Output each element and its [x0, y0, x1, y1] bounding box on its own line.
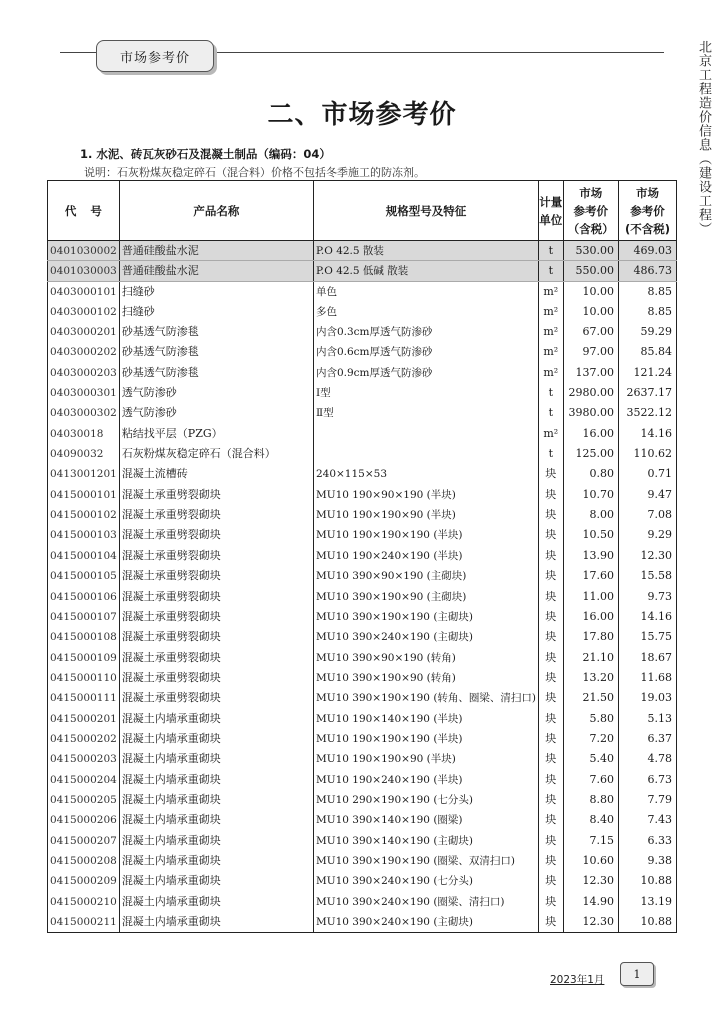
cell-unit: 块 — [539, 810, 564, 830]
cell-code: 0403000101 — [48, 281, 120, 301]
cell-price-notax: 85.84 — [618, 342, 676, 362]
cell-price-tax: 12.30 — [563, 912, 618, 932]
table-row — [48, 281, 677, 301]
cell-price-tax: 530.00 — [563, 241, 618, 261]
cell-code: 04090032 — [48, 444, 120, 464]
cell-price-notax: 4.78 — [618, 749, 676, 769]
cell-code: 0415000211 — [48, 912, 120, 932]
table-row — [48, 464, 677, 484]
cell-name: 混凝土内墙承重砌块 — [119, 708, 313, 728]
cell-price-notax: 3522.12 — [618, 403, 676, 423]
table-row — [48, 769, 677, 789]
cell-price-notax: 14.16 — [618, 607, 676, 627]
cell-price-notax: 110.62 — [618, 444, 676, 464]
cell-code: 0415000210 — [48, 892, 120, 912]
cell-price-notax: 9.29 — [618, 525, 676, 545]
cell-spec: MU10 390×190×190 (圈梁、双清扫口) — [313, 851, 538, 871]
cell-code: 0415000209 — [48, 871, 120, 891]
cell-price-notax: 6.73 — [618, 769, 676, 789]
cell-price-tax: 17.80 — [563, 627, 618, 647]
cell-code: 0403000203 — [48, 363, 120, 383]
cell-price-tax: 10.50 — [563, 525, 618, 545]
cell-unit: m² — [539, 363, 564, 383]
cell-name: 扫缝砂 — [119, 281, 313, 301]
cell-unit: 块 — [539, 830, 564, 850]
cell-name: 混凝土承重劈裂砌块 — [119, 505, 313, 525]
cell-unit: m² — [539, 342, 564, 362]
cell-code: 04030018 — [48, 424, 120, 444]
cell-spec: MU10 390×140×190 (主砌块) — [313, 830, 538, 850]
cell-code: 0415000206 — [48, 810, 120, 830]
cell-name: 混凝土内墙承重砌块 — [119, 749, 313, 769]
table-header-row — [48, 181, 677, 241]
cell-code: 0403000302 — [48, 403, 120, 423]
cell-price-notax: 7.08 — [618, 505, 676, 525]
cell-price-notax: 6.33 — [618, 830, 676, 850]
table-row — [48, 424, 677, 444]
cell-unit: 块 — [539, 464, 564, 484]
cell-spec: MU10 390×240×190 (七分头) — [313, 871, 538, 891]
cell-name: 混凝土内墙承重砌块 — [119, 810, 313, 830]
cell-unit: 块 — [539, 851, 564, 871]
table-row — [48, 444, 677, 464]
cell-unit: t — [539, 444, 564, 464]
cell-spec: MU10 390×240×190 (主砌块) — [313, 627, 538, 647]
cell-price-notax: 7.43 — [618, 810, 676, 830]
cell-code: 0415000201 — [48, 708, 120, 728]
cell-price-notax: 10.88 — [618, 912, 676, 932]
cell-price-notax: 18.67 — [618, 647, 676, 667]
cell-spec: MU10 190×240×190 (半块) — [313, 769, 538, 789]
cell-price-notax: 486.73 — [618, 261, 676, 281]
header-code: 代号 — [48, 181, 120, 241]
cell-unit: m² — [539, 322, 564, 342]
cell-code: 0403000301 — [48, 383, 120, 403]
cell-name: 砂基透气防渗毯 — [119, 322, 313, 342]
cell-price-notax: 9.47 — [618, 485, 676, 505]
cell-spec: 内含0.9cm厚透气防渗砂 — [313, 363, 538, 383]
cell-code: 0415000205 — [48, 790, 120, 810]
header-price-notax-line1: 市场 — [635, 185, 659, 200]
cell-unit: 块 — [539, 912, 564, 932]
cell-price-tax: 8.00 — [563, 505, 618, 525]
cell-unit: 块 — [539, 566, 564, 586]
cell-unit: 块 — [539, 729, 564, 749]
cell-unit: t — [539, 241, 564, 261]
cell-spec: MU10 290×190×190 (七分头) — [313, 790, 538, 810]
cell-price-tax: 8.80 — [563, 790, 618, 810]
cell-code: 0415000101 — [48, 485, 120, 505]
cell-price-notax: 15.58 — [618, 566, 676, 586]
cell-price-notax: 5.13 — [618, 708, 676, 728]
cell-unit: 块 — [539, 688, 564, 708]
cell-price-notax: 15.75 — [618, 627, 676, 647]
cell-price-tax: 16.00 — [563, 607, 618, 627]
cell-price-tax: 16.00 — [563, 424, 618, 444]
cell-name: 混凝土承重劈裂砌块 — [119, 485, 313, 505]
cell-price-notax: 8.85 — [618, 281, 676, 301]
cell-price-tax: 17.60 — [563, 566, 618, 586]
cell-spec: MU10 390×190×90 (主砌块) — [313, 586, 538, 606]
cell-price-tax: 13.90 — [563, 546, 618, 566]
cell-name: 混凝土内墙承重砌块 — [119, 892, 313, 912]
cell-code: 0415000103 — [48, 525, 120, 545]
header-price-notax — [618, 181, 676, 241]
table-row — [48, 261, 677, 281]
table-row — [48, 607, 677, 627]
cell-price-notax: 8.85 — [618, 302, 676, 322]
cell-price-tax: 2980.00 — [563, 383, 618, 403]
cell-unit: 块 — [539, 647, 564, 667]
table-row — [48, 647, 677, 667]
cell-price-notax: 2637.17 — [618, 383, 676, 403]
cell-price-tax: 0.80 — [563, 464, 618, 484]
header-price-tax-line1: 市场 — [579, 185, 603, 200]
cell-spec: MU10 390×240×190 (圈梁、清扫口) — [313, 892, 538, 912]
cell-unit: 块 — [539, 708, 564, 728]
cell-code: 0415000111 — [48, 688, 120, 708]
cell-name: 混凝土承重劈裂砌块 — [119, 607, 313, 627]
cell-spec: P.O 42.5 低碱 散装 — [313, 261, 538, 281]
cell-spec: 内含0.3cm厚透气防渗砂 — [313, 322, 538, 342]
cell-price-tax: 67.00 — [563, 322, 618, 342]
cell-name: 混凝土承重劈裂砌块 — [119, 647, 313, 667]
cell-price-notax: 12.30 — [618, 546, 676, 566]
cell-code: 0415000207 — [48, 830, 120, 850]
cell-price-notax: 6.37 — [618, 729, 676, 749]
cell-spec: MU10 190×240×190 (半块) — [313, 546, 538, 566]
header-spec: 规格型号及特征 — [313, 181, 538, 241]
cell-price-notax: 7.79 — [618, 790, 676, 810]
cell-spec: Ⅰ型 — [313, 383, 538, 403]
cell-name: 混凝土内墙承重砌块 — [119, 912, 313, 932]
cell-spec: 240×115×53 — [313, 464, 538, 484]
cell-spec: P.O 42.5 散装 — [313, 241, 538, 261]
cell-code: 0403000102 — [48, 302, 120, 322]
header-price-notax-line3: (不含税) — [624, 221, 670, 236]
table-row — [48, 830, 677, 850]
table-row — [48, 627, 677, 647]
cell-name: 混凝土承重劈裂砌块 — [119, 566, 313, 586]
cell-name: 混凝土承重劈裂砌块 — [119, 688, 313, 708]
header-unit-line1: 计量 — [539, 194, 563, 209]
section-note: 说明：石灰粉煤灰稳定碎石（混合料）价格不包括冬季施工的防冻剂。 — [84, 166, 425, 179]
cell-name: 粘结找平层（PZG） — [119, 424, 313, 444]
cell-code: 0415000203 — [48, 749, 120, 769]
header-price-tax — [563, 181, 618, 241]
cell-name: 混凝土内墙承重砌块 — [119, 830, 313, 850]
cell-unit: t — [539, 261, 564, 281]
cell-price-tax: 7.20 — [563, 729, 618, 749]
table-row — [48, 403, 677, 423]
cell-spec: 单色 — [313, 281, 538, 301]
cell-spec: MU10 390×140×190 (圈梁) — [313, 810, 538, 830]
cell-price-tax: 5.40 — [563, 749, 618, 769]
cell-unit: 块 — [539, 546, 564, 566]
cell-unit: 块 — [539, 485, 564, 505]
cell-spec: 内含0.6cm厚透气防渗砂 — [313, 342, 538, 362]
table-row — [48, 241, 677, 261]
cell-spec: MU10 390×90×190 (主砌块) — [313, 566, 538, 586]
cell-price-notax: 13.19 — [618, 892, 676, 912]
cell-name: 混凝土内墙承重砌块 — [119, 851, 313, 871]
table-row — [48, 790, 677, 810]
header-unit-line2: 单位 — [539, 212, 563, 227]
table-row — [48, 302, 677, 322]
header-name: 产品名称 — [119, 181, 313, 241]
cell-price-tax: 11.00 — [563, 586, 618, 606]
cell-name: 混凝土承重劈裂砌块 — [119, 668, 313, 688]
cell-price-tax: 137.00 — [563, 363, 618, 383]
cell-price-tax: 8.40 — [563, 810, 618, 830]
cell-price-tax: 12.30 — [563, 871, 618, 891]
cell-unit: 块 — [539, 749, 564, 769]
cell-name: 混凝土流槽砖 — [119, 464, 313, 484]
cell-code: 0415000105 — [48, 566, 120, 586]
table-row — [48, 688, 677, 708]
table-row — [48, 810, 677, 830]
cell-name: 混凝土承重劈裂砌块 — [119, 525, 313, 545]
cell-name: 混凝土内墙承重砌块 — [119, 729, 313, 749]
cell-spec: MU10 190×190×90 (半块) — [313, 505, 538, 525]
cell-name: 普通硅酸盐水泥 — [119, 261, 313, 281]
cell-name: 混凝土内墙承重砌块 — [119, 871, 313, 891]
cell-spec: MU10 390×190×190 (主砌块) — [313, 607, 538, 627]
cell-price-tax: 13.20 — [563, 668, 618, 688]
table-row — [48, 729, 677, 749]
cell-unit: 块 — [539, 892, 564, 912]
cell-code: 0415000104 — [48, 546, 120, 566]
table-row — [48, 383, 677, 403]
cell-code: 0403000202 — [48, 342, 120, 362]
cell-unit: t — [539, 383, 564, 403]
cell-price-tax: 7.60 — [563, 769, 618, 789]
table-row — [48, 892, 677, 912]
cell-name: 混凝土承重劈裂砌块 — [119, 546, 313, 566]
table-row — [48, 851, 677, 871]
cell-spec: Ⅱ型 — [313, 403, 538, 423]
cell-price-notax: 19.03 — [618, 688, 676, 708]
cell-name: 混凝土内墙承重砌块 — [119, 769, 313, 789]
cell-unit: 块 — [539, 505, 564, 525]
cell-code: 0415000102 — [48, 505, 120, 525]
cell-spec: 多色 — [313, 302, 538, 322]
cell-unit: m² — [539, 424, 564, 444]
cell-unit: 块 — [539, 790, 564, 810]
table-row — [48, 546, 677, 566]
cell-spec: MU10 190×190×190 (半块) — [313, 729, 538, 749]
cell-price-tax: 125.00 — [563, 444, 618, 464]
section-heading: 1. 水泥、砖瓦灰砂石及混凝土制品（编码：04） — [80, 147, 331, 161]
cell-name: 混凝土承重劈裂砌块 — [119, 627, 313, 647]
cell-price-notax: 11.68 — [618, 668, 676, 688]
cell-code: 0403000201 — [48, 322, 120, 342]
cell-code: 0415000110 — [48, 668, 120, 688]
cell-price-tax: 21.10 — [563, 647, 618, 667]
cell-name: 混凝土内墙承重砌块 — [119, 790, 313, 810]
table-row — [48, 668, 677, 688]
cell-code: 0413001201 — [48, 464, 120, 484]
page-number: 1 — [620, 962, 654, 986]
page-title: 二、市场参考价 — [267, 100, 457, 130]
table-row — [48, 485, 677, 505]
cell-code: 0415000106 — [48, 586, 120, 606]
cell-price-tax: 550.00 — [563, 261, 618, 281]
cell-spec: MU10 390×190×190 (转角、圈梁、清扫口) — [313, 688, 538, 708]
cell-code: 0415000108 — [48, 627, 120, 647]
cell-unit: m² — [539, 302, 564, 322]
header-unit — [539, 181, 564, 241]
cell-price-notax: 469.03 — [618, 241, 676, 261]
cell-spec: MU10 390×90×190 (转角) — [313, 647, 538, 667]
cell-code: 0415000208 — [48, 851, 120, 871]
cell-spec: MU10 390×190×90 (转角) — [313, 668, 538, 688]
table-row — [48, 525, 677, 545]
cell-unit: 块 — [539, 769, 564, 789]
table-row — [48, 912, 677, 932]
cell-price-tax: 5.80 — [563, 708, 618, 728]
table-row — [48, 505, 677, 525]
cell-unit: 块 — [539, 627, 564, 647]
cell-unit: 块 — [539, 586, 564, 606]
cell-price-notax: 0.71 — [618, 464, 676, 484]
cell-price-notax: 14.16 — [618, 424, 676, 444]
cell-price-tax: 10.60 — [563, 851, 618, 871]
cell-name: 透气防渗砂 — [119, 383, 313, 403]
cell-name: 砂基透气防渗毯 — [119, 363, 313, 383]
cell-code: 0401030003 — [48, 261, 120, 281]
cell-unit: 块 — [539, 607, 564, 627]
cell-spec: MU10 190×190×190 (半块) — [313, 525, 538, 545]
cell-name: 扫缝砂 — [119, 302, 313, 322]
cell-code: 0415000202 — [48, 729, 120, 749]
cell-price-tax: 10.00 — [563, 281, 618, 301]
table-row — [48, 322, 677, 342]
price-table — [47, 180, 677, 933]
cell-unit: 块 — [539, 871, 564, 891]
cell-code: 0415000109 — [48, 647, 120, 667]
cell-spec — [313, 424, 538, 444]
cell-spec — [313, 444, 538, 464]
cell-unit: m² — [539, 281, 564, 301]
header-price-tax-line2: 参考价 — [573, 203, 608, 218]
cell-spec: MU10 390×240×190 (主砌块) — [313, 912, 538, 932]
table-row — [48, 342, 677, 362]
cell-code: 0401030002 — [48, 241, 120, 261]
cell-name: 石灰粉煤灰稳定碎石（混合料） — [119, 444, 313, 464]
cell-price-tax: 97.00 — [563, 342, 618, 362]
cell-name: 透气防渗砂 — [119, 403, 313, 423]
cell-unit: 块 — [539, 668, 564, 688]
section-tab: 市场参考价 — [96, 40, 214, 72]
cell-price-tax: 7.15 — [563, 830, 618, 850]
cell-name: 混凝土承重劈裂砌块 — [119, 586, 313, 606]
cell-spec: MU10 190×190×90 (半块) — [313, 749, 538, 769]
table-row — [48, 586, 677, 606]
header-price-notax-line2: 参考价 — [630, 203, 665, 218]
publication-title: 北京工程造价信息（建设工程） — [696, 40, 711, 236]
issue-date: 2023年1月 — [550, 974, 605, 986]
cell-price-notax: 9.73 — [618, 586, 676, 606]
cell-spec: MU10 190×140×190 (半块) — [313, 708, 538, 728]
cell-price-tax: 14.90 — [563, 892, 618, 912]
table-row — [48, 566, 677, 586]
cell-price-tax: 10.70 — [563, 485, 618, 505]
cell-unit: 块 — [539, 525, 564, 545]
table-row — [48, 708, 677, 728]
cell-spec: MU10 190×90×190 (半块) — [313, 485, 538, 505]
cell-price-tax: 10.00 — [563, 302, 618, 322]
cell-price-notax: 121.24 — [618, 363, 676, 383]
cell-price-notax: 9.38 — [618, 851, 676, 871]
table-row — [48, 749, 677, 769]
table-row — [48, 363, 677, 383]
cell-price-notax: 59.29 — [618, 322, 676, 342]
table-row — [48, 871, 677, 891]
cell-unit: t — [539, 403, 564, 423]
cell-price-tax: 3980.00 — [563, 403, 618, 423]
cell-code: 0415000204 — [48, 769, 120, 789]
cell-price-notax: 10.88 — [618, 871, 676, 891]
cell-price-tax: 21.50 — [563, 688, 618, 708]
cell-name: 普通硅酸盐水泥 — [119, 241, 313, 261]
header-price-tax-line3: （含税） — [567, 221, 614, 236]
cell-code: 0415000107 — [48, 607, 120, 627]
cell-name: 砂基透气防渗毯 — [119, 342, 313, 362]
